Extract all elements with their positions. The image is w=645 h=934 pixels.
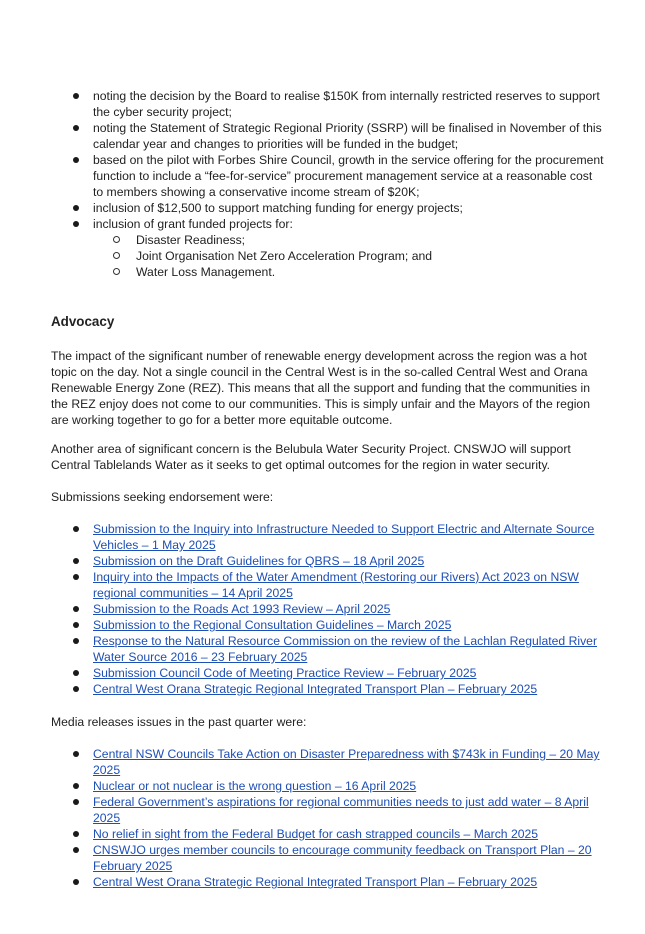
list-item xyxy=(0,569,645,601)
submission-link[interactable]: Submission to the Regional Consultation Guidelines – March 2025 xyxy=(93,618,452,632)
list-item xyxy=(0,617,645,633)
list-item: Joint Organisation Net Zero Acceleration Program; and xyxy=(0,248,605,264)
advocacy-paragraph-2: Another area of significant concern is the Belubula Water Security Project. CNSWJO will support Central Tablelands Water as it seeks to get optimal outcomes for the region in water security. xyxy=(51,442,571,472)
list-item xyxy=(0,633,645,665)
circle-bullet-icon xyxy=(113,268,120,275)
bullet-icon xyxy=(73,221,79,227)
submission-link[interactable]: Submission to the Inquiry into Infrastructure Needed to Support Electric and Alternate Source Vehicles – 1 May 2025 xyxy=(93,522,595,552)
bullet-icon xyxy=(73,879,79,885)
list-item xyxy=(0,681,645,697)
submission-link[interactable]: Inquiry into the Impacts of the Water Amendment (Restoring our Rivers) Act 2023 on NSW regional communities – 14 April 2025 xyxy=(93,570,579,600)
circle-bullet-icon xyxy=(113,252,120,259)
bullet-icon xyxy=(73,574,79,580)
budget-bullet-list xyxy=(0,88,645,280)
submission-link[interactable]: Submission on the Draft Guidelines for QBRS – 18 April 2025 xyxy=(93,554,425,568)
bullet-icon xyxy=(73,606,79,612)
list-item xyxy=(0,842,645,874)
media-release-link[interactable]: CNSWJO urges member councils to encourage community feedback on Transport Plan – 20 February 2025 xyxy=(93,843,592,873)
bullet-icon xyxy=(73,847,79,853)
media-release-link[interactable]: Central NSW Councils Take Action on Disaster Preparedness with $743k in Funding – 20 May 2025 xyxy=(93,747,600,777)
list-item xyxy=(0,826,645,842)
list-item: Disaster Readiness; xyxy=(0,232,605,248)
submission-link[interactable]: Submission Council Code of Meeting Practice Review – February 2025 xyxy=(93,666,477,680)
bullet-icon xyxy=(73,205,79,211)
bullet-icon xyxy=(73,751,79,757)
list-item: Water Loss Management. xyxy=(0,264,605,280)
media-releases-list xyxy=(0,746,645,890)
bullet-icon xyxy=(73,686,79,692)
bullet-icon xyxy=(73,799,79,805)
list-item xyxy=(0,874,645,890)
list-item xyxy=(0,553,645,569)
bullet-icon xyxy=(73,157,79,163)
submissions-list xyxy=(0,521,645,697)
bullet-icon xyxy=(73,125,79,131)
bullet-icon xyxy=(73,783,79,789)
list-item xyxy=(0,601,645,617)
list-item: noting the decision by the Board to realise $150K from internally restricted reserves to support the cyber security project; xyxy=(0,88,645,120)
list-item xyxy=(0,746,645,778)
submission-link[interactable]: Response to the Natural Resource Commission on the review of the Lachlan Regulated River Water Source 2016 – 23 February 2025 xyxy=(93,634,598,664)
grant-projects-list xyxy=(93,232,605,280)
bullet-icon xyxy=(73,558,79,564)
list-item: inclusion of $12,500 to support matching funding for energy projects; xyxy=(0,200,645,216)
bullet-icon xyxy=(73,93,79,99)
submission-link[interactable]: Submission to the Roads Act 1993 Review – April 2025 xyxy=(93,602,391,616)
bullet-icon xyxy=(73,638,79,644)
submissions-intro: Submissions seeking endorsement were: xyxy=(51,490,274,504)
list-item xyxy=(0,794,645,826)
submission-link[interactable]: Central West Orana Strategic Regional Integrated Transport Plan – February 2025 xyxy=(93,682,538,696)
list-item xyxy=(0,778,645,794)
bullet-icon xyxy=(73,622,79,628)
bullet-icon xyxy=(73,526,79,532)
section-heading-advocacy: Advocacy xyxy=(51,314,115,329)
bullet-icon xyxy=(73,670,79,676)
media-release-link[interactable]: Federal Government’s aspirations for regional communities needs to just add water – 8 April 2025 xyxy=(93,795,589,825)
list-item: noting the Statement of Strategic Regional Priority (SSRP) will be finalised in November of this calendar year and changes to priorities will be funded in the budget; xyxy=(0,120,645,152)
advocacy-paragraph-1: The impact of the significant number of renewable energy development across the region was a hot topic on the day. Not a single council in the Central West is in the so-called Central West and Orana Renewable Energy Zone (REZ). This means that all the support and funding that the communities in the REZ enjoy does not come to our communities. This is simply unfair and the Mayors of the region are working together to go for a better more equitable outcome. xyxy=(51,349,591,427)
circle-bullet-icon xyxy=(113,236,120,243)
list-item xyxy=(0,521,645,553)
media-release-link[interactable]: Nuclear or not nuclear is the wrong question – 16 April 2025 xyxy=(93,779,417,793)
list-item: based on the pilot with Forbes Shire Council, growth in the service offering for the procurement function to include a “fee-for-service” procurement management service at a reasonable cost to members showing a conservative income stream of $20K; xyxy=(0,152,645,200)
media-release-link[interactable]: Central West Orana Strategic Regional Integrated Transport Plan – February 2025 xyxy=(93,875,538,889)
media-intro: Media releases issues in the past quarter were: xyxy=(51,715,307,729)
list-item xyxy=(0,665,645,681)
list-item: inclusion of grant funded projects for: Disaster Readiness; Joint Organisation Net Zero Acceleration Program; and Water Loss Management. xyxy=(0,216,645,280)
bullet-icon xyxy=(73,831,79,837)
media-release-link[interactable]: No relief in sight from the Federal Budget for cash strapped councils – March 2025 xyxy=(93,827,539,841)
